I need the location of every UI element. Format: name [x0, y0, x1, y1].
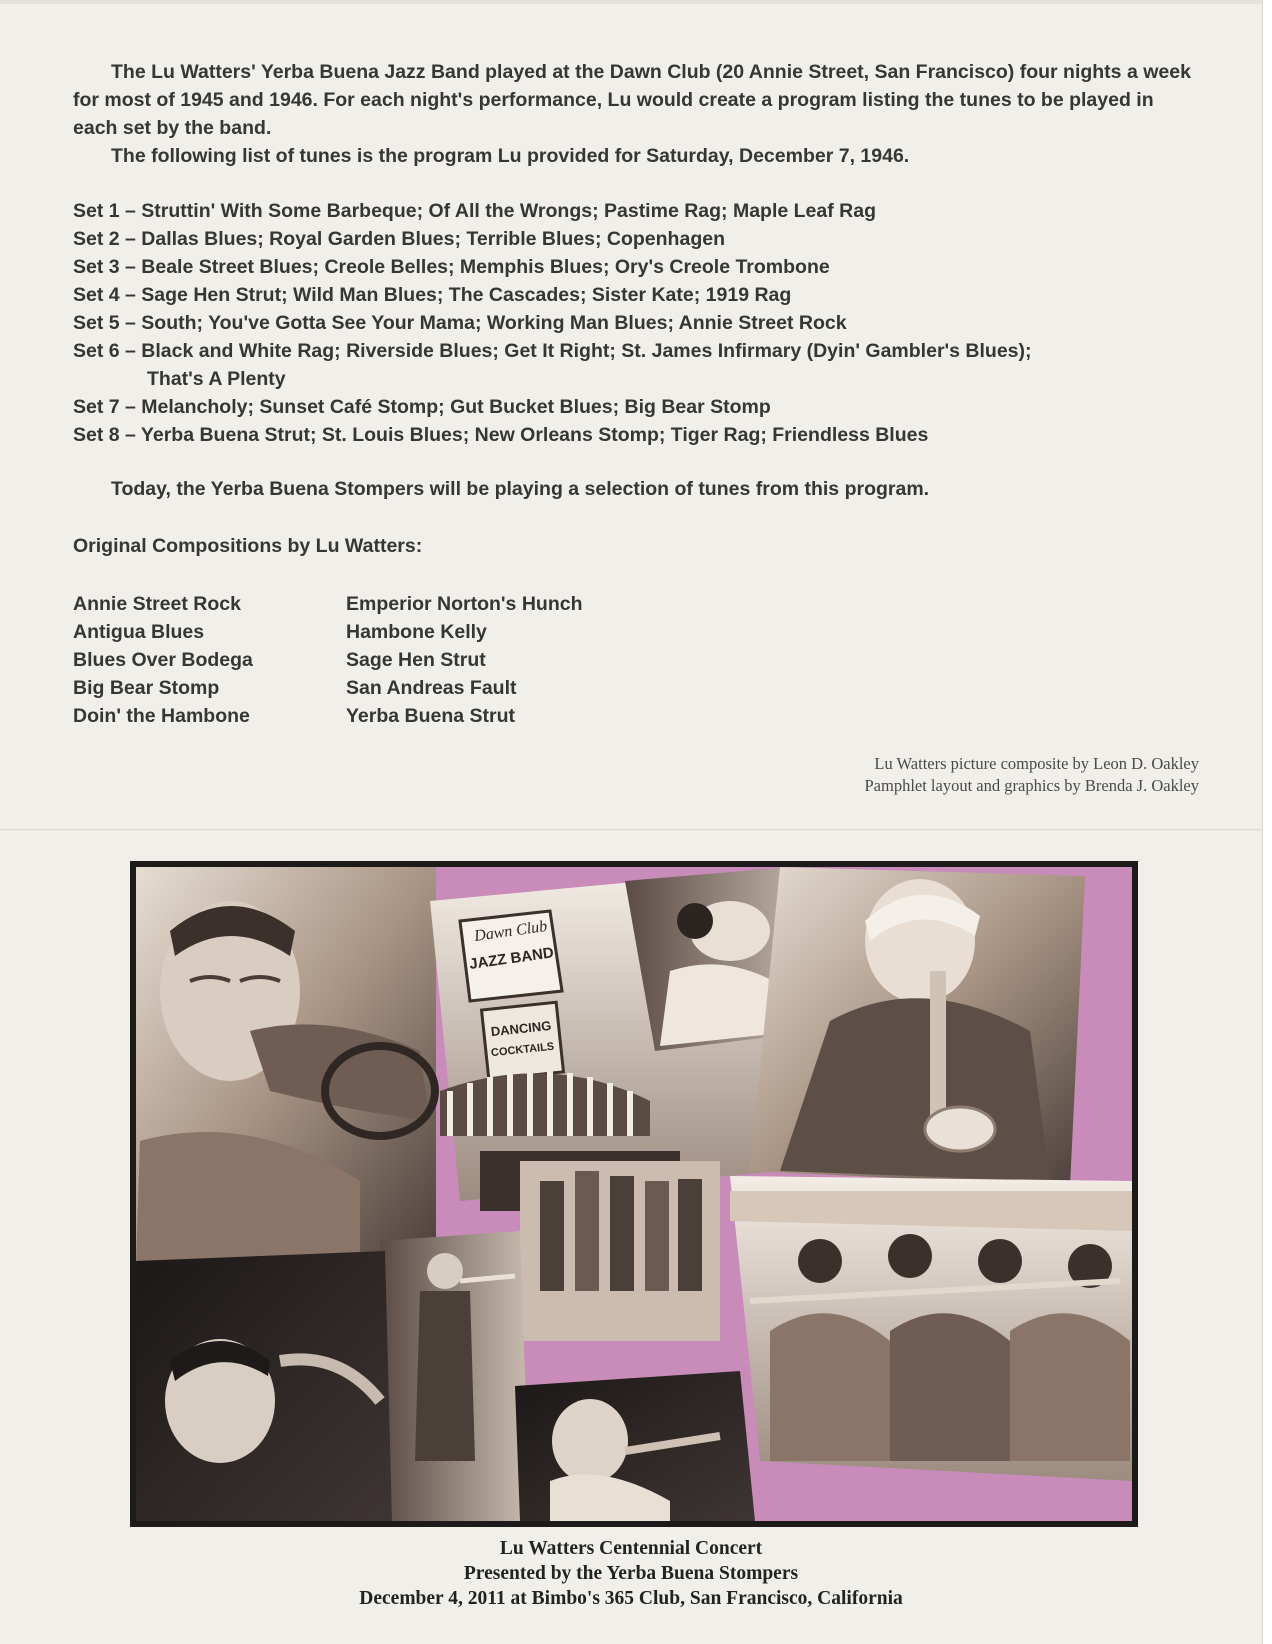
set-list	[73, 197, 1203, 449]
set-line: Set 7 – Melancholy; Sunset Café Stomp; Gut Bucket Blues; Big Bear Stomp	[73, 396, 771, 418]
footer-title: Lu Watters Centennial Concert	[499, 1538, 763, 1559]
credit-line: Lu Watters picture composite by Leon D. Oakley	[874, 754, 1199, 773]
set-line: Set 1 – Struttin' With Some Barbeque; Of All the Wrongs; Pastime Rag; Maple Leaf Rag	[73, 200, 876, 222]
collage-graphic	[130, 861, 1138, 1527]
composition-item: San Andreas Fault	[346, 677, 517, 699]
composition-item: Doin' the Hambone	[73, 705, 250, 727]
intro-paragraph-2: The following list of tunes is the program Lu provided for Saturday, December 7, 1946.	[111, 145, 910, 167]
original-compositions-heading: Original Compositions by Lu Watters:	[73, 535, 423, 557]
today-note: Today, the Yerba Buena Stompers will be playing a selection of tunes from this program.	[111, 478, 930, 500]
composition-item: Big Bear Stomp	[73, 677, 220, 699]
photo-standing-trumpeter	[380, 1231, 530, 1521]
footer-presenter: Presented by the Yerba Buena Stompers	[463, 1563, 799, 1584]
composition-item: Blues Over Bodega	[73, 649, 253, 671]
set-line: Set 2 – Dallas Blues; Royal Garden Blues; Terrible Blues; Copenhagen	[73, 228, 725, 250]
intro-paragraph-1: The Lu Watters' Yerba Buena Jazz Band played at the Dawn Club (20 Annie Street, San Francisco) four nights a week for most of 1945 and 1946. For each night's performance, Lu would create a program listing the tunes to be played in each set by the band.	[73, 61, 1191, 139]
photo-collage	[130, 861, 1138, 1527]
set-line: Set 8 – Yerba Buena Strut; St. Louis Blues; New Orleans Stomp; Tiger Rag; Friendless Blues	[73, 424, 929, 446]
intro-text	[73, 58, 1198, 170]
sign-dancing: DANCING	[490, 1017, 552, 1040]
photo-portrait-bottom-left	[136, 1251, 392, 1521]
footer-date-venue: December 4, 2011 at Bimbo's 365 Club, San Francisco, California	[359, 1588, 903, 1609]
composition-item: Annie Street Rock	[73, 593, 241, 615]
photo-trumpeter-right	[750, 867, 1085, 1186]
compositions-column-right	[346, 590, 583, 730]
composition-item: Hambone Kelly	[346, 621, 487, 643]
page-fold	[0, 828, 1262, 831]
composition-item: Yerba Buena Strut	[346, 705, 516, 727]
set-line: Set 6 – Black and White Rag; Riverside Blues; Get It Right; St. James Infirmary (Dyin' Gambler's Blues);	[73, 340, 1032, 362]
set-line: Set 4 – Sage Hen Strut; Wild Man Blues; The Cascades; Sister Kate; 1919 Rag	[73, 284, 792, 306]
set-line: Set 5 – South; You've Gotta See Your Mama; Working Man Blues; Annie Street Rock	[73, 312, 847, 334]
composition-item: Emperior Norton's Hunch	[346, 593, 583, 615]
concert-footer	[0, 1536, 1262, 1611]
credits	[864, 753, 1199, 797]
credit-line: Pamphlet layout and graphics by Brenda J. Oakley	[864, 776, 1199, 795]
photo-trumpet-section	[730, 1176, 1132, 1481]
compositions-column-left	[73, 590, 253, 730]
set-line: Set 3 – Beale Street Blues; Creole Belles; Memphis Blues; Ory's Creole Trombone	[73, 256, 830, 278]
sign-jazz-band: JAZZ BAND	[468, 944, 555, 973]
composition-item: Antigua Blues	[73, 621, 205, 643]
sign-dawn-club: Dawn Club	[473, 917, 549, 945]
photo-portrait-bottom-center	[515, 1371, 755, 1521]
set-line-continuation: That's A Plenty	[147, 368, 286, 390]
photo-portrait-left	[136, 867, 436, 1267]
photo-band-bandstand	[520, 1161, 720, 1341]
sign-cocktails: COCKTAILS	[490, 1040, 555, 1060]
composition-item: Sage Hen Strut	[346, 649, 486, 671]
page-top-edge	[0, 0, 1262, 4]
